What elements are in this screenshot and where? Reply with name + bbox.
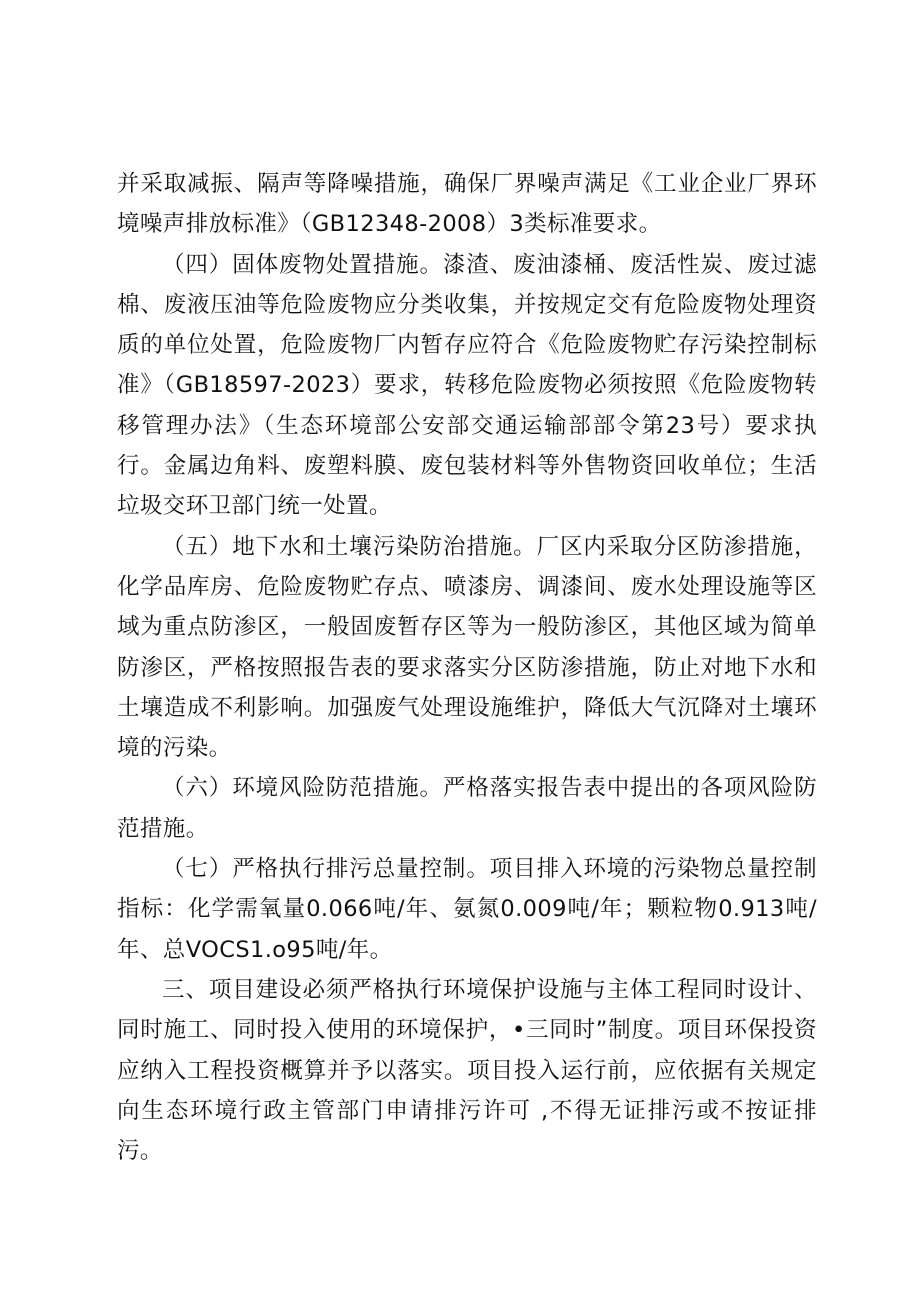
document-body	[117, 164, 817, 1171]
paragraph-three-simultaneous: 三、项目建设必须严格执行环境保护设施与主体工程同时设计、同时施工、同时投入使用的环境保护，•三同时”制度。项目环保投资应纳入工程投资概算并予以落实。项目投入运行前，应依据有关规定向生态环境行政主管部门申请排污许可 ,不得无证排污或不按证排污。	[117, 976, 817, 1165]
paragraph-groundwater-soil: （五）地下水和土壤污染防治措施。厂区内采取分区防渗措施，化学品库房、危险废物贮存点、喷漆房、调漆间、废水处理设施等区域为重点防渗区，一般固废暂存区等为一般防渗区，其他区域为简单防渗区，严格按照报告表的要求落实分区防渗措施，防止对地下水和土壤造成不利影响。加强废气处理设施维护，降低大气沉降对土壤环境的污染。	[117, 533, 817, 762]
paragraph-solid-waste: （四）固体废物处置措施。漆渣、废油漆桶、废活性炭、废过滤棉、废液压油等危险废物应分类收集，并按规定交有危险废物处理资质的单位处置，危险废物厂内暂存应符合《危险废物贮存污染控制标准》（GB18597-2023）要求，转移危险废物必须按照《危险废物转移管理办法》（生态环境部公安部交通运输部部令第23号）要求执行。金属边角料、废塑料膜、废包装材料等外售物资回收单位；生活垃圾交环卫部门统一处置。	[117, 251, 817, 520]
paragraph-total-emission-control: （七）严格执行排污总量控制。项目排入环境的污染物总量控制指标：化学需氧量0.066吨/年、氨氮0.009吨/年；颗粒物0.913吨/年、总VOCS1.o95吨/年。	[117, 856, 817, 963]
paragraph-noise-continuation: 并采取减振、隔声等降噪措施，确保厂界噪声满足《工业企业厂界环境噪声排放标准》（GB12348-2008）3类标准要求。	[117, 171, 817, 238]
paragraph-environmental-risk: （六）环境风险防范措施。严格落实报告表中提出的各项风险防范措施。	[117, 775, 817, 842]
